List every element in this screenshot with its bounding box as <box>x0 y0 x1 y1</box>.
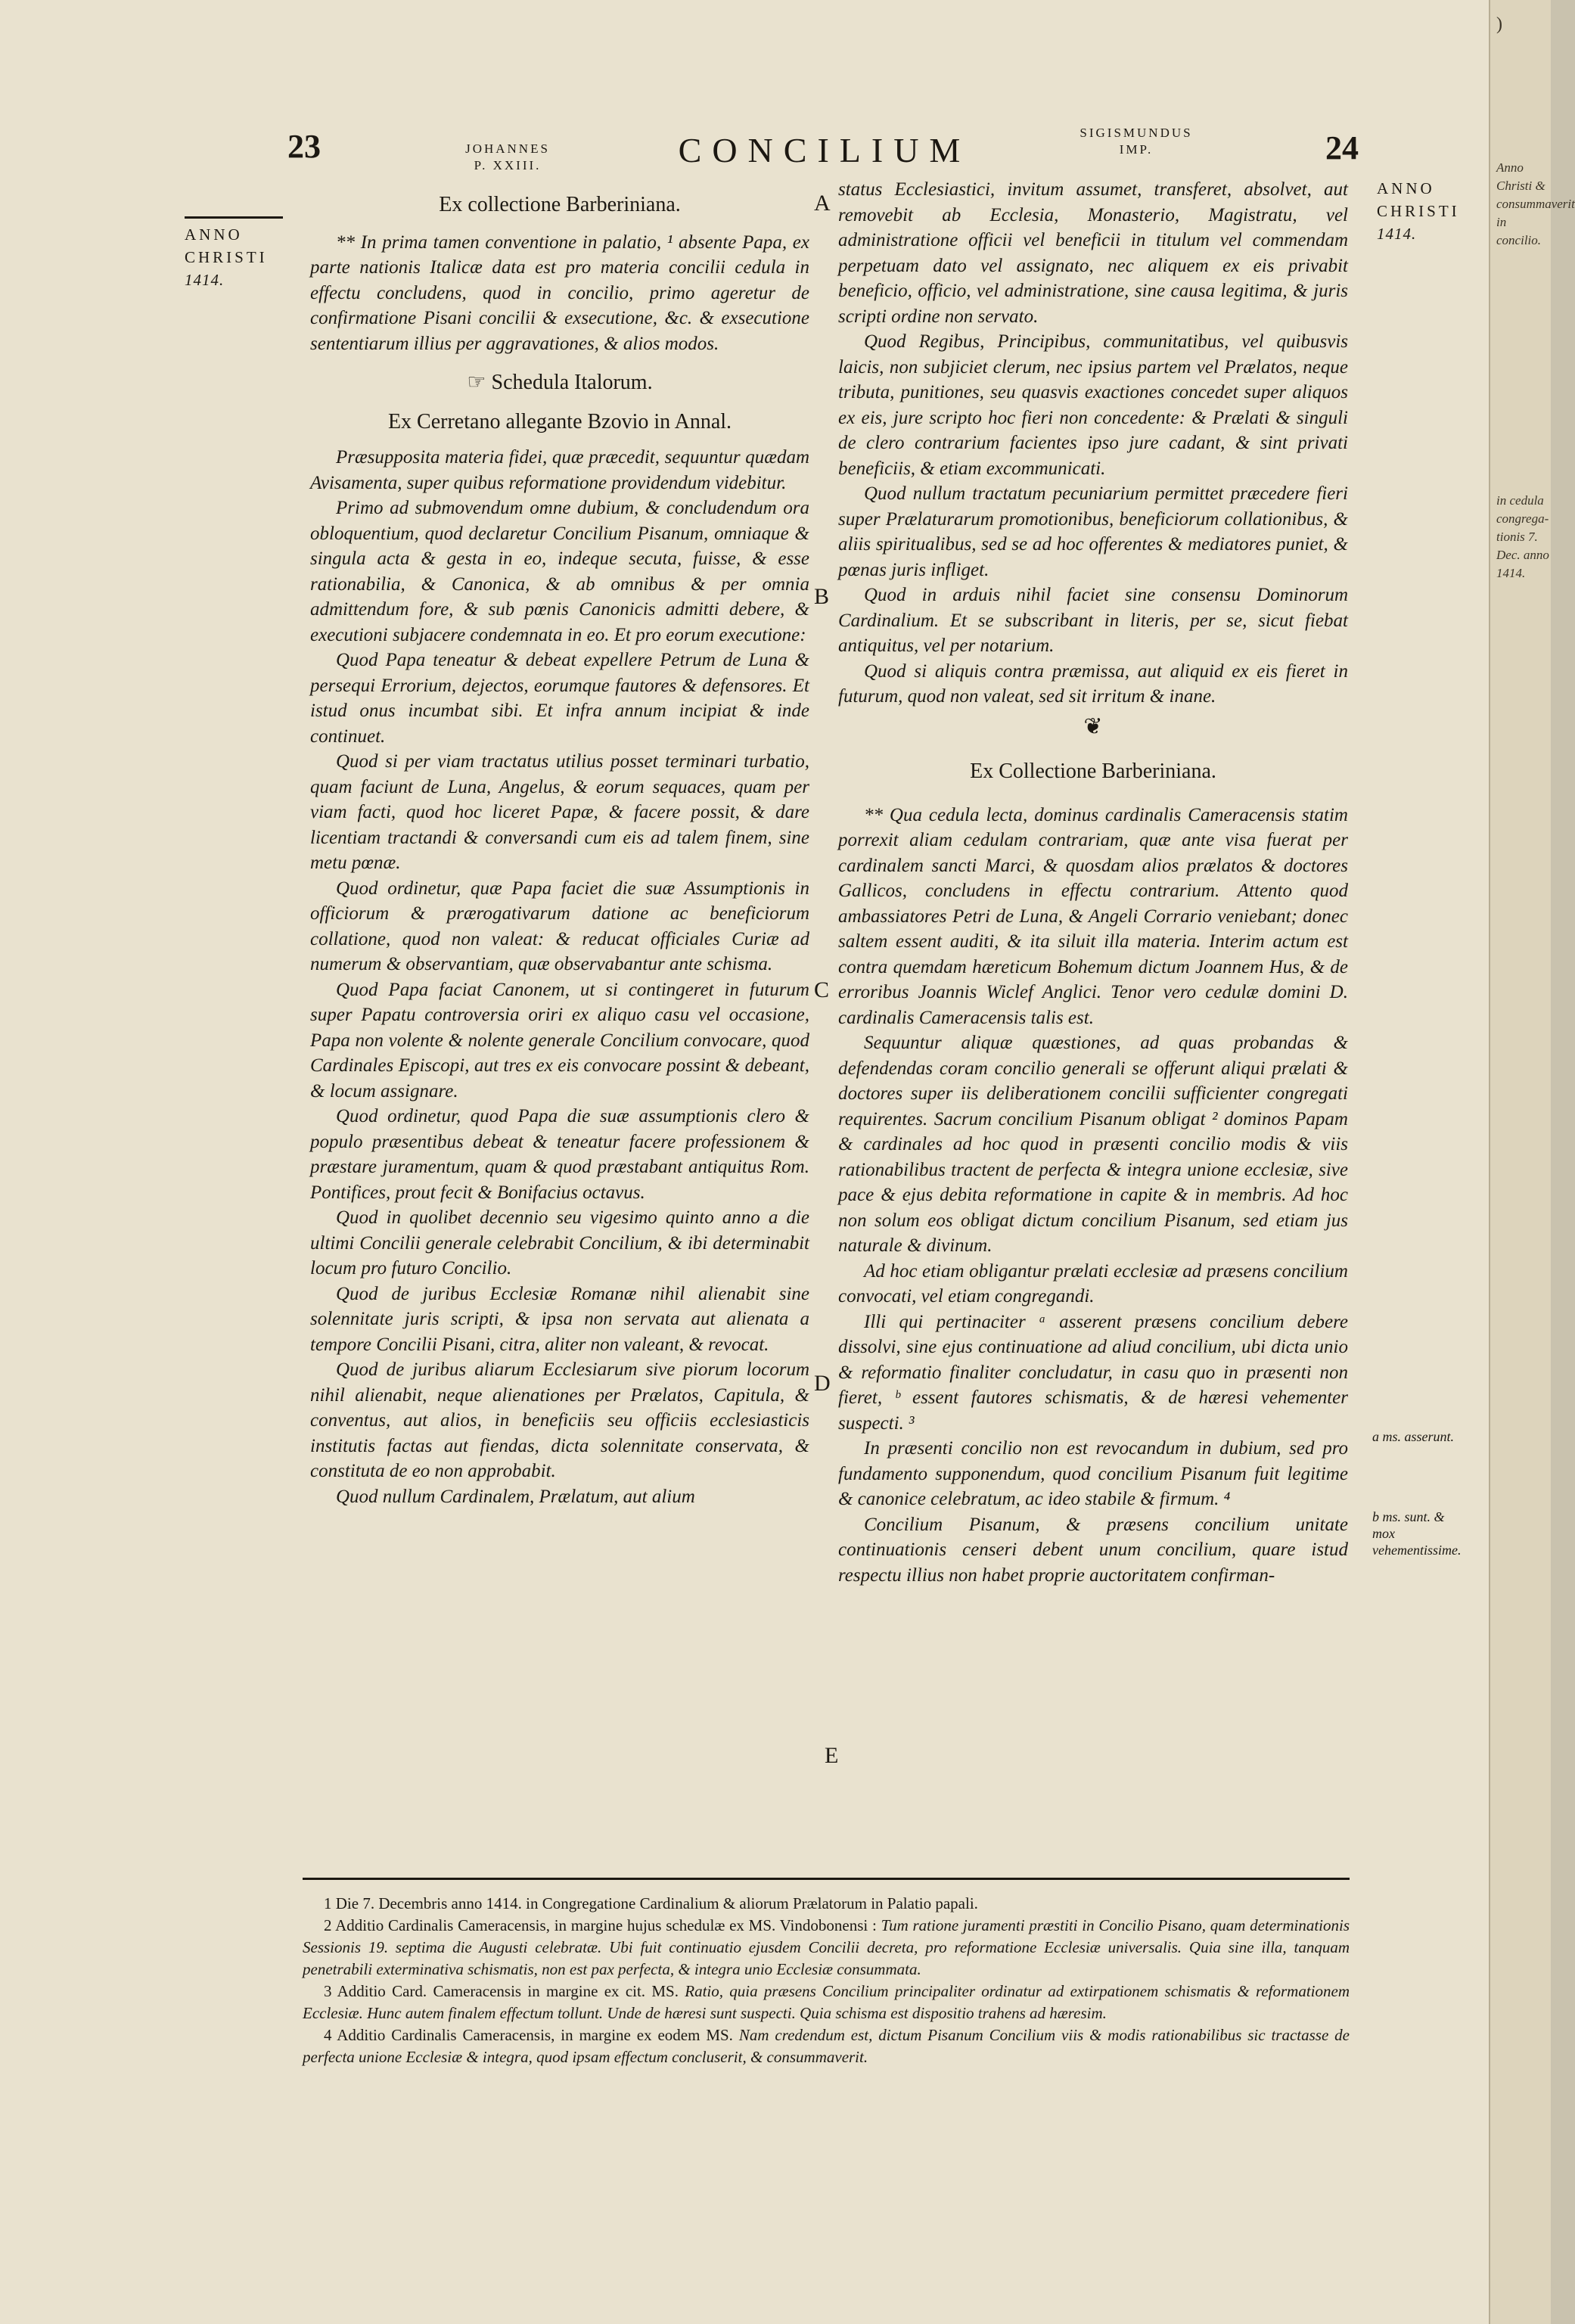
paragraph: Quod de juribus aliarum Ecclesiarum sive piorum locorum nihil alienabit, neque alienationes per Prælatos, Capitula, & conventus, aut alios, in beneficiis seu officiis ecclesiasticis institutis factas aut fiendas, dicta solennitate conservata, & constituta de eo non approbabit. <box>310 1359 809 1481</box>
paragraph: Sequuntur aliquæ quæstiones, ad quas probandas & defendendas coram concilio generali se offerunt aliqui prælati & doctores super iis deliberationem concilii sufficienter congregati requirentes. Sacrum concilium Pisanum obligat ² dominos Papam & cardinales ad hoc quod in præsenti concilio modis & viis rationabilibus tractent de perfecta & integra unione ecclesiæ, sive pace & ejus debita reformatione in capite & in membris. Ad hoc non solum eos obligat dictum concilium Pisanum, sed etiam jus naturale & divinum. <box>838 1033 1348 1256</box>
paragraph: Quod ordinetur, quod Papa die suæ assumptionis clero & populo præsentibus debeat & teneatur facere professionem & præstare juramentum, quam & quod præstabant antiquitus Rom. Pontifices, prout fecit & Bonifacius octavus. <box>310 1106 809 1203</box>
section-heading: Ex Collectione Barberiniana. <box>970 760 1216 783</box>
margin-note-a: a ms. asserunt. <box>1372 1429 1455 1444</box>
side-mark-b: B <box>814 584 830 609</box>
adjacent-page-fragment: ) <box>1496 14 1502 34</box>
running-head-emperor-title: IMP. <box>1119 142 1154 157</box>
footnote-2 <box>303 1915 1350 1981</box>
footnote-1: 1 Die 7. Decembris anno 1414. in Congregatione Cardinalium & aliorum Prælatorum in Palatio papali. <box>324 1894 978 1912</box>
paragraph: Quod de juribus Ecclesiæ Romanæ nihil alienabit sine solennitate juris scripti, & ipsa non servata aut alienata a tempore Concilii Pisani, citra, aliter non valeant, & revocat. <box>310 1283 809 1355</box>
adjacent-page-fragment: Anno Christi & consummaverit in concilio. <box>1496 160 1575 247</box>
paragraph: Illi qui pertinaciter ᵃ asserent præsens concilium debere dissolvi, sine ejus continuatione ad aliud concilium, ubi dicta unio & reformatio finaliter concludatur, in casu quo in præsenti non fieret, ᵇ essent fautores schismatis, & de hæresi vehementer suspecti. ³ <box>838 1311 1348 1434</box>
adjacent-page-fragment: in cedula congrega- tionis 7. Dec. anno 1414. <box>1496 493 1549 580</box>
paragraph: Quod si per viam tractatus utilius posset terminari turbatio, quam faciunt de Luna, Angelus, & eorum sequaces, quam per viam facti, quod hoc liceret Papæ, & facere possit, & dare licentiam tractandi & conversandi cum eis ad talem finem, sine metu pœnæ. <box>310 751 809 873</box>
running-head-emperor <box>1061 125 1212 158</box>
footnote-rule <box>303 1878 1350 1880</box>
footnotes <box>303 1893 1350 2068</box>
year-marker-year: 1414. <box>185 271 225 289</box>
paragraph: Quod Papa teneatur & debeat expellere Petrum de Luna & persequi Errorium, dejectos, eorumque fautores & defensores. Et istud onus incumbat sibi. Et infra annum incipiat & inde continuet. <box>310 650 809 747</box>
footnote-4 <box>303 2024 1350 2068</box>
section-heading: ☞ Schedula Italorum. <box>467 371 653 394</box>
paragraph: Quod nullum Cardinalem, Prælatum, aut alium <box>336 1486 695 1507</box>
side-mark-a: A <box>814 191 831 216</box>
running-head-emperor-name: SIGISMUNDUS <box>1080 126 1193 140</box>
section-heading: Ex collectione Barberiniana. <box>439 193 681 216</box>
paragraph: status Ecclesiastici, invitum assumet, transferet, absolvet, aut removebit ab Ecclesia, Monasterio, Magistratu, vel administratione officii vel beneficii in titulum vel commendam perpetuam dato vel assignato, nec aliquem ex eis privabit beneficio, officio, vel administratione, sine causa legitima, & juris scripti ordine non servato. <box>838 179 1348 327</box>
section-heading: Ex Cerretano allegante Bzovio in Annal. <box>387 409 732 433</box>
adjacent-page-edge <box>1489 0 1575 2324</box>
paragraph: Concilium Pisanum, & præsens concilium unitate continuationis censeri debent unum concilium, quare istud respectu illius non habet proprie auctoritatem confirman- <box>838 1514 1348 1586</box>
running-head-pope-number: P. XXIII. <box>474 158 542 172</box>
right-column <box>838 177 1348 1588</box>
running-title: CONCILIUM <box>678 131 971 169</box>
page-number-left: 23 <box>287 128 321 165</box>
paragraph: Quod Papa faciat Canonem, ut si contingeret in futurum super Papatu controversia oriri ex aliquo casu vel occasione, Papa non volente & nolente generale Concilium convocare, quod Cardinales Episcopi, aut tres ex eis convocare possint & debeant, & locum assignare. <box>310 979 809 1101</box>
footnote-2-source: 2 Additio Cardinalis Cameracensis, in margine hujus schedulæ ex MS. Vindobonensi : <box>324 1916 877 1934</box>
year-marker-anno: ANNO <box>185 225 243 244</box>
paragraph: Quod ordinetur, quæ Papa faciet die suæ Assumptionis in officiorum & prærogativarum datione ac beneficiorum collatione, quod non valeat: & reducat officiales Curiæ ad numerum & observantiam, quæ observabantur ante schisma. <box>310 878 809 974</box>
side-mark-e: E <box>825 1743 839 1768</box>
paragraph: Quod in arduis nihil faciet sine consensu Dominorum Cardinalium. Et se subscribant in literis, per se, sicut fiebat antiquitus, vel per notarium. <box>838 585 1348 656</box>
running-head-pope-name: JOHANNES <box>465 141 550 156</box>
paragraph: Ad hoc etiam obligantur prælati ecclesiæ ad præsens concilium convocati, vel etiam congregandi. <box>838 1260 1348 1306</box>
year-marker-anno: ANNO <box>1377 179 1435 197</box>
margin-note-b: b ms. sunt. & mox vehementissime. <box>1372 1509 1462 1558</box>
paragraph: Quod in quolibet decennio seu vigesimo quinto anno a die ultimi Concilii generale celebrabit Concilium, & ibi determinabit locum pro futuro Concilio. <box>310 1207 809 1279</box>
paragraph: Præsupposita materia fidei, quæ præcedit, sequuntur quædam Avisamenta, super quibus reformatione providendum videbitur. <box>310 447 809 493</box>
year-marker-right <box>1377 177 1475 245</box>
fleuron-ornament: ❦ <box>1083 713 1103 739</box>
paragraph: ** Qua cedula lecta, dominus cardinalis Cameracensis statim porrexit aliam cedulam contrariam, quæ ante visa fuerat per cardinalem sancti Marci, & quosdam alios prælatos & doctores Gallicos, concludens in effectu contrarium. Attento quod ambassiatores Petri de Luna, & Angeli Corrario veniebant; donec saltem essent auditi, & ita siluit illa materia. Interim actum est contra quemdam hæreticum Bohemum dictum Joannem Hus, & de erroribus Joannis Wiclef Anglici. Tenor vero cedulæ domini D. cardinalis Cameracensis talis est. <box>838 804 1348 1028</box>
side-mark-c: C <box>814 977 830 1002</box>
page-number-right: 24 <box>1325 129 1359 166</box>
paragraph: ** In prima tamen conventione in palatio, ¹ absente Papa, ex parte nationis Italicæ data est pro materia concilii cedula in effectu concludens, quod in concilio, primo ageretur de confirmatione Pisani concilii & exsecutione, &c. & exsecutione sententiarum illius per aggravationes, & alios modos. <box>310 231 809 354</box>
year-marker-left <box>185 216 283 291</box>
year-marker-christi: CHRISTI <box>185 248 268 266</box>
footnote-3-source: 3 Additio Card. Cameracensis in margine ex cit. MS. <box>324 1982 679 2000</box>
footnote-2-text: Tum ratione juramenti præstiti in Concilio Pisano, quam determinationis Sessionis 19. septima die Augusti celebratæ. Ubi fuit continuatio ejusdem Concilii decreta, pro reformatione Ecclesiæ universalis. Quia sine illa, tanquam penetrabili exterminativa schismatis, non est pax perfecta, & integra unio Ecclesiæ consummata. <box>303 1916 1350 1978</box>
footnote-4-text: Nam credendum est, dictum Pisanum Concilium viis & modis rationabilibus sic tractasse de perfecta unione Ecclesiæ & integra, quod ipsam effectum concluserit, & consummaverit. <box>303 2026 1350 2066</box>
paragraph: Quod nullum tractatum pecuniarium permittet præcedere fieri super Prælaturarum promotionibus, beneficiorum collationibus, & aliis spiritualibus, sed se ad hoc offerentes & mediatores puniet, & pœnas juris infliget. <box>838 483 1348 580</box>
paragraph: Quod Regibus, Principibus, communitatibus, vel quibusvis laicis, non subjiciet clerum, nec ipsius partem vel Prælatos, neque tributa, punitiones, seu quasvis exactiones concedet super aliquos ex eis, jure scripto hoc fieri non concedente: & Prælati & singuli de clero contrarium facientes ipso jure cadant, & sint privati beneficiis, & etiam excommunicati. <box>838 331 1348 479</box>
paragraph: Primo ad submovendum omne dubium, & concludendum ora obloquentium, quod declaretur Concilium Pisanum, omniaque & singula acta & gesta in eo, indeque secuta, fuisse, & esse rationabilia, & Canonica, & ab omnibus & per omnia admittendum fore, & sub pœnis Canonicis admitti debere, & executioni subjacere condemnata in eo. Et pro eorum executione: <box>310 498 809 645</box>
side-mark-d: D <box>814 1371 831 1396</box>
footnote-4-source: 4 Additio Cardinalis Cameracensis, in margine ex eodem MS. <box>324 2026 733 2044</box>
left-column <box>310 192 809 1509</box>
running-head-pope <box>451 141 564 174</box>
year-marker-rule <box>185 216 283 219</box>
year-marker-year: 1414. <box>1377 225 1417 243</box>
footnote-3-text: Ratio, quia præsens Concilium principaliter ordinatur ad extirpationem schismatis & reformationem Ecclesiæ. Hunc autem finalem effectum tollunt. Unde de hæresi sunt suspecti. Quia schisma est dispositio trahens ad hæresim. <box>303 1982 1350 2022</box>
paragraph: Quod si aliquis contra præmissa, aut aliquid ex eis fieret in futurum, quod non valeat, sed sit irritum & inane. <box>838 660 1348 707</box>
footnote-3 <box>303 1981 1350 2024</box>
year-marker-christi: CHRISTI <box>1377 202 1460 220</box>
paragraph: In præsenti concilio non est revocandum in dubium, sed pro fundamento supponendum, quod concilium Pisanum fuit legitime & canonice celebratum, ac ideo stabile & firmum. ⁴ <box>838 1438 1348 1509</box>
